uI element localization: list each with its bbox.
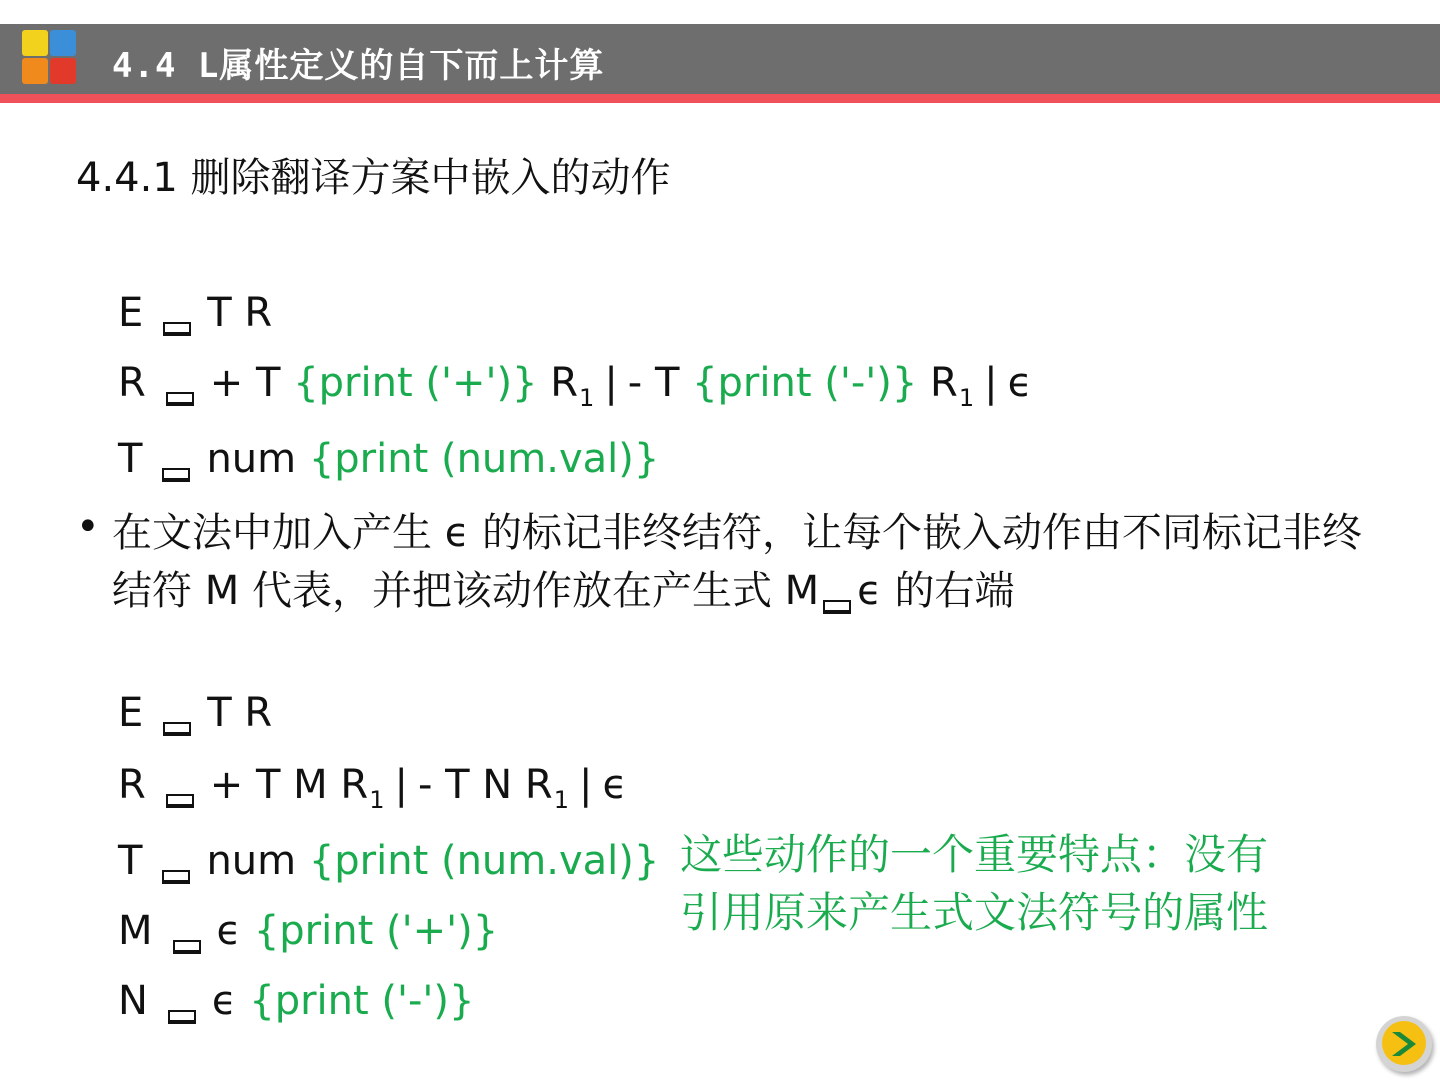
arrow-icon	[162, 870, 190, 884]
semantic-action: {print ('+')}	[253, 908, 499, 954]
arrow-icon	[163, 722, 191, 736]
bullet-text: 在文法中加入产生 ϵ 的标记非终结符，让每个嵌入动作由不同标记非终结符 M 代表，并把该动作放在产生式 M ϵ 的右端	[112, 510, 1363, 614]
arrow-icon	[163, 322, 191, 336]
arrow-icon	[166, 392, 194, 406]
production-t-2: T num {print (num.val)}	[118, 838, 660, 884]
production-e-2: E T R	[118, 690, 273, 736]
production-e-1: E T R	[118, 290, 273, 336]
semantic-action: {print (num.val)}	[308, 838, 660, 884]
semantic-action: {print ('-')}	[249, 978, 475, 1024]
section-title: 4.4.1 删除翻译方案中嵌入的动作	[76, 155, 671, 201]
arrow-icon	[166, 794, 194, 808]
production-m: M ϵ {print ('+')}	[118, 908, 499, 954]
production-n: N ϵ {print ('-')}	[118, 978, 475, 1024]
header-stripe	[0, 94, 1440, 103]
arrow-icon	[168, 1010, 196, 1024]
arrow-icon	[162, 468, 190, 482]
next-arrow-icon	[1386, 1028, 1422, 1060]
callout-note: 这些动作的一个重要特点：没有引用原来产生式文法符号的属性	[680, 830, 1269, 937]
semantic-action: {print (num.val)}	[308, 436, 660, 482]
semantic-action: {print ('-')}	[692, 360, 918, 406]
production-t-1: T num {print (num.val)}	[118, 436, 660, 482]
production-r-2: R + T M $R_1$ | - T N $R_1$ | ϵ	[118, 762, 628, 814]
bullet-marker: •	[76, 504, 100, 550]
arrow-icon	[823, 600, 851, 614]
puzzle-logo-icon	[22, 30, 78, 86]
semantic-action: {print ('+')}	[293, 360, 538, 406]
page-title: 4.4 L属性定义的自下而上计算	[112, 46, 605, 86]
next-slide-button[interactable]	[1376, 1016, 1432, 1072]
production-r-1: R + T {print ('+')} $R_1$ | - T {print ('-')} $R_1$ | ϵ	[118, 360, 1033, 412]
arrow-icon	[173, 940, 201, 954]
